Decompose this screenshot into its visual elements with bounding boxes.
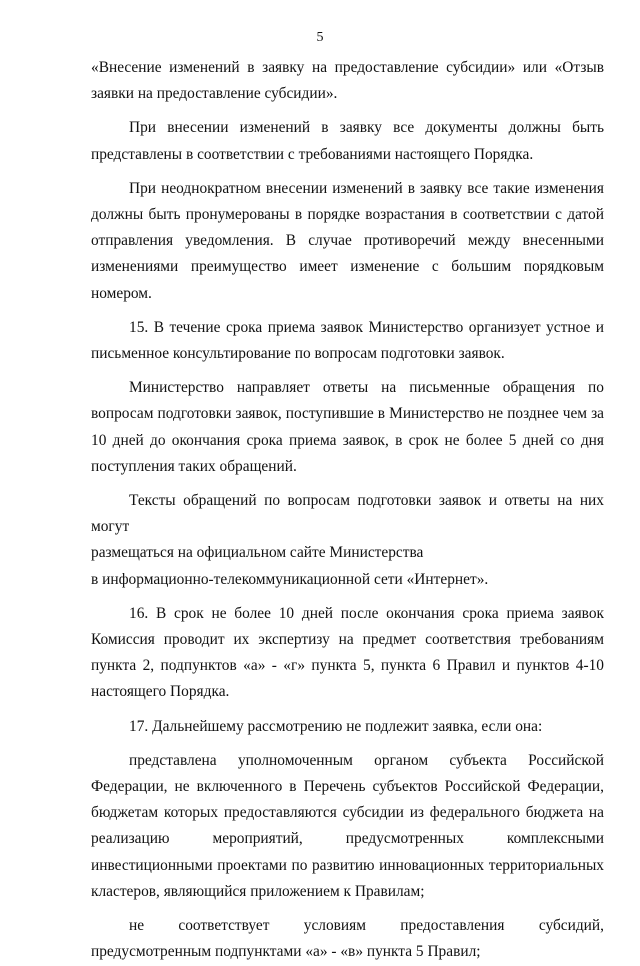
document-body — [91, 55, 604, 966]
paragraph-not-compliant: не соответствует условиям предоставления субсидий, предусмотренным подпунктами «а» - «в» пункта 5 Правил; — [91, 917, 604, 961]
paragraph-not-in-list: представлена уполномоченным органом субъекта Российской Федерации, не включенного в Перечень субъектов Российской Федерации, бюджетам которых предоставляются субсидии из федерального бюджета на реализацию мероприятий, предусмотренных комплексными инвестиционными проектами по развитию инновационных территориальных кластеров, являющийся приложением к Правилам; — [91, 751, 604, 900]
paragraph-multiple-changes: При неоднократном внесении изменений в заявку все такие изменения должны быть пронумерованы в порядке возрастания в соответствии с датой отправления уведомления. В случае противоречий между внесенными изменениями преимущество имеет изменение с большим порядковым номером. — [91, 179, 604, 302]
paragraph-item-17: 17. Дальнейшему рассмотрению не подлежит заявка, если она: — [129, 717, 543, 735]
paragraph-changes-requirements: При внесении изменений в заявку все документы должны быть представлены в соответствии с требованиями настоящего Порядка. — [91, 119, 604, 163]
paragraph-item-15: 15. В течение срока приема заявок Министерство организует устное и письменное консультирование по вопросам подготовки заявок. — [91, 318, 604, 363]
paragraph-continuation: «Внесение изменений в заявку на предоставление субсидии» или «Отзыв заявки на предоставление субсидии». — [91, 59, 604, 103]
page-number: 5 — [316, 30, 324, 45]
paragraph-texts-line-3: в информационно-телекоммуникационной сети «Интернет». — [91, 570, 489, 588]
paragraph-texts-line-2: размещаться на официальном сайте Министерства — [91, 544, 424, 562]
paragraph-item-16: 16. В срок не более 10 дней после окончания срока приема заявок Комиссия проводит их экспертизу на предмет соответствия требованиям пункта 2, подпунктов «а» - «г» пункта 5, пункта 6 Правил и пунктов 4-10 настоящего Порядка. — [91, 604, 604, 701]
paragraph-ministry-responses: Министерство направляет ответы на письменные обращения по вопросам подготовки заявок, поступившие в Министерство не позднее чем за 10 дней до окончания срока приема заявок, в срок не более 5 дней со дня поступления таких обращений. — [91, 379, 604, 475]
paragraph-texts-line-1: Тексты обращений по вопросам подготовки заявок и ответы на них могут — [91, 492, 604, 536]
